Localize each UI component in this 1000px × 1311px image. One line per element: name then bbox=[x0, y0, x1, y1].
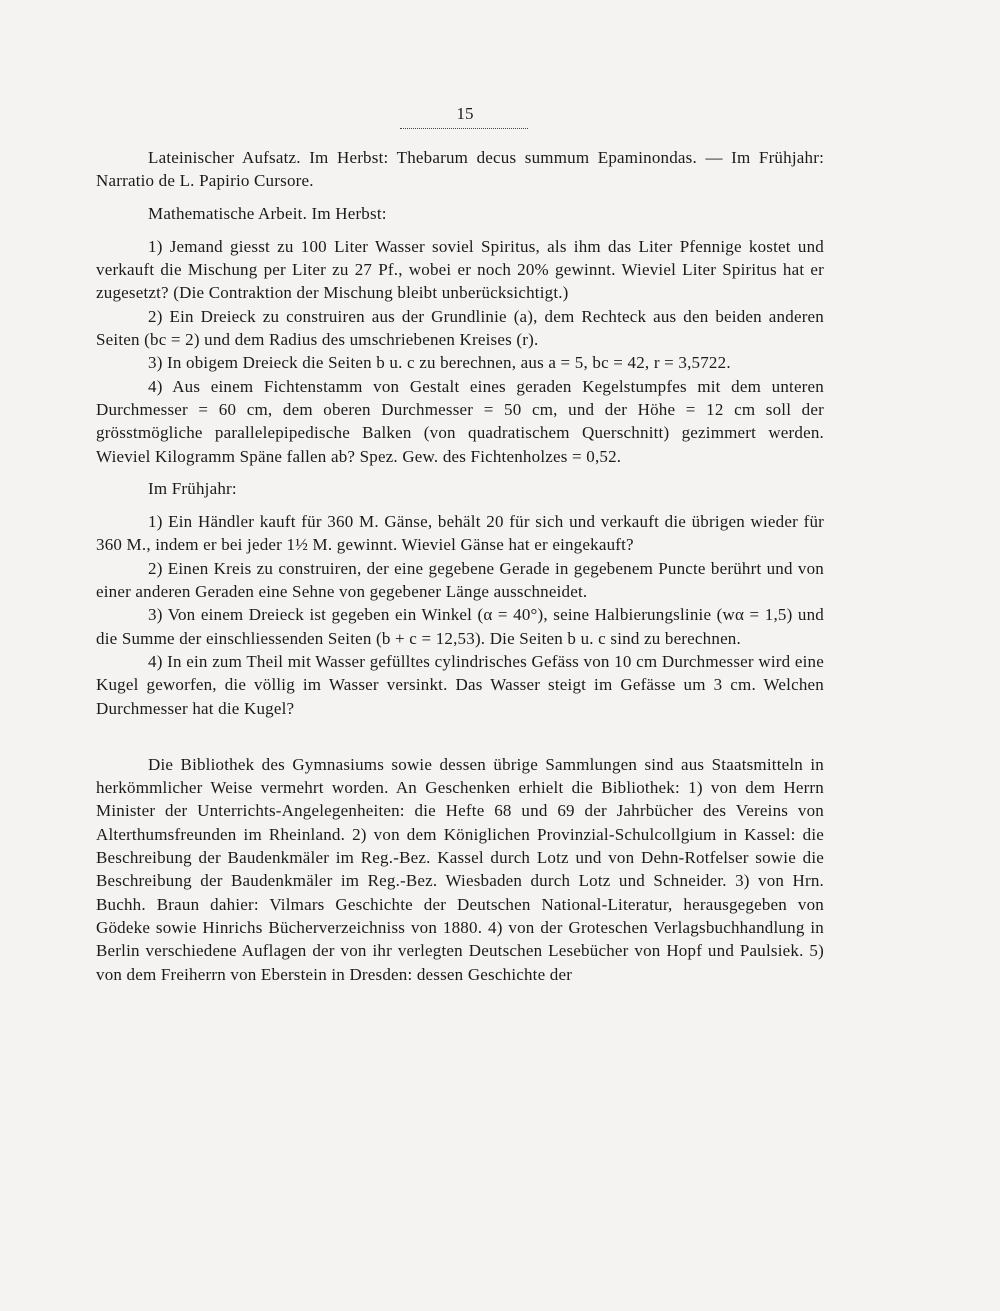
paragraph-math-autumn-1: 1) Jemand giesst zu 100 Liter Wasser soviel Spiritus, als ihm das Liter Pfennige kostet und verkauft die Mischung per Liter zu 27 Pf., wobei er noch 20% gewinnt. Wieviel Liter Spiritus hat er zugesetzt? (Die Contraktion der Mischung bleibt unberücksichtigt.) bbox=[96, 236, 824, 303]
paragraph-latin-essay: Lateinischer Aufsatz. Im Herbst: Thebarum decus summum Epaminondas. — Im Frühjahr: Narratio de L. Papirio Cursore. bbox=[96, 148, 824, 191]
paragraph-math-spring-2: 2) Einen Kreis zu construiren, der eine gegebene Gerade in gegebenem Puncte berührt und von einer anderen Geraden eine Sehne von gegebener Länge ausschneidet. bbox=[96, 558, 824, 602]
paragraph-math-autumn-4: 4) Aus einem Fichtenstamm von Gestalt eines geraden Kegelstumpfes mit dem unteren Durchmesser = 60 cm, dem oberen Durchmesser = 50 cm, und der Höhe = 12 cm soll der grösstmögliche parallelepipedische Balken (von quadratischem Querschnitt) gezimmert werden. Wieviel Kilogramm Späne fallen ab? Spez. Gew. des Fichtenholzes = 0,52. bbox=[96, 376, 824, 466]
paragraph-math-spring-3: 3) Von einem Dreieck ist gegeben ein Winkel (α = 40°), seine Halbierungslinie (wα = 1,5) und die Summe der einschliessenden Seiten (b + c = 12,53). Die Seiten b u. c sind zu berechnen. bbox=[96, 605, 824, 648]
paragraph-math-spring-1: 1) Ein Händler kauft für 360 M. Gänse, behält 20 für sich und verkauft die übrigen wieder für 360 M., indem er bei jeder 1½ M. gewinnt. Wieviel Gänse hat er eingekauft? bbox=[96, 512, 824, 555]
paragraph-library: Die Bibliothek des Gymnasiums sowie dessen übrige Sammlungen sind aus Staatsmitteln in herkömmlicher Weise vermehrt worden. An Geschenken erhielt die Bibliothek: 1) von dem Herrn Minister der Unterrichts-Angelegenheiten: die Hefte 68 und 69 der Jahrbücher des Vereins von Alterthumsfreunden im Rheinland. 2) von dem Königlichen Provinzial-Schulcollgium in Kassel: die Beschreibung der Baudenkmäler im Reg.-Bez. Kassel durch Lotz und von Dehn-Rotfelser sowie die Beschreibung der Baudenkmäler im Reg.-Bez. Wiesbaden durch Lotz und Schneider. 3) von Hrn. Buchh. Braun dahier: Vilmars Geschichte der Deutschen National-Literatur, herausgegeben von Gödeke sowie Hinrichs Bücherverzeichniss von 1880. 4) von der Groteschen Verlagsbuchhandlung in Berlin verschiedene Auflagen der von ihr verlegten Deutschen Lesebücher von Hopf und Paulsiek. 5) von dem Freiherrn von Eberstein in Dresden: dessen Geschichte der bbox=[96, 754, 824, 984]
paragraph-math-autumn-2: 2) Ein Dreieck zu construiren aus der Grundlinie (a), dem Rechteck aus den beiden anderen Seiten (bc = 2) und dem Radius des umschriebenen Kreises (r). bbox=[96, 306, 824, 350]
paragraph-math-spring-4: 4) In ein zum Theil mit Wasser gefülltes cylindrisches Gefäss von 10 cm Durchmesser wird eine Kugel geworfen, die völlig im Wasser versinkt. Das Wasser steigt im Gefässe um 3 cm. Welchen Durchmesser hat die Kugel? bbox=[96, 651, 824, 718]
paragraph-math-heading: Mathematische Arbeit. Im Herbst: bbox=[148, 203, 387, 223]
page-number: 15 bbox=[456, 104, 474, 123]
page-header bbox=[0, 104, 1000, 124]
paragraph-spring-heading: Im Frühjahr: bbox=[148, 478, 237, 498]
header-rule bbox=[400, 128, 528, 129]
paragraph-math-autumn-3: 3) In obigem Dreieck die Seiten b u. c zu berechnen, aus a = 5, bc = 42, r = 3,5722. bbox=[148, 353, 731, 373]
page-body bbox=[96, 146, 824, 986]
